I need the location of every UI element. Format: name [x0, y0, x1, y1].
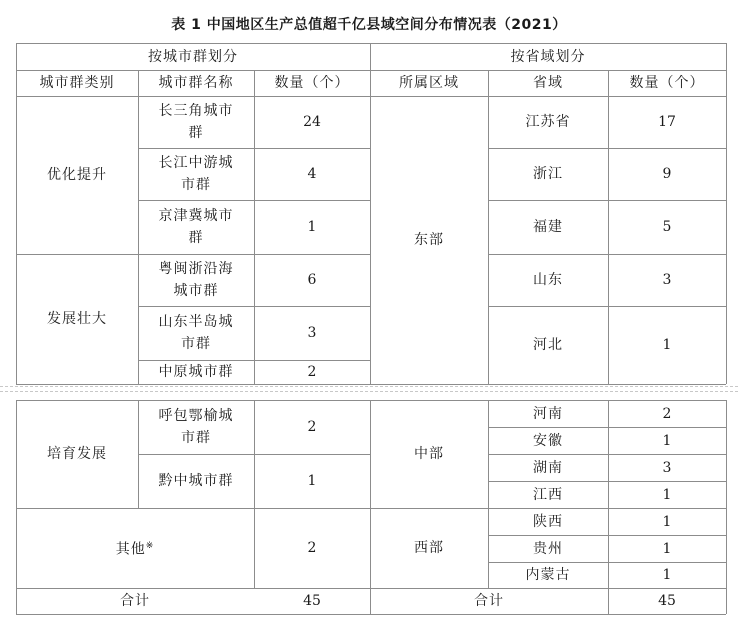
other-count: 2 [307, 540, 317, 556]
cluster-count: 4 [307, 166, 317, 182]
header-count-left: 数量（个） [274, 75, 350, 91]
cluster-name: 京津冀城市 群 [158, 208, 234, 246]
cluster-name: 长江中游城 市群 [158, 155, 234, 193]
total-value-left: 45 [303, 593, 321, 609]
cluster-name: 呼包鄂榆城 市群 [158, 408, 234, 446]
province-name: 江西 [533, 486, 563, 503]
cluster-count: 2 [307, 364, 317, 380]
province-count: 1 [662, 540, 672, 557]
province-name: 山东 [533, 272, 563, 288]
province-name: 江苏省 [525, 114, 571, 130]
header-region: 所属区域 [399, 75, 459, 91]
province-name: 福建 [533, 219, 563, 235]
cluster-name: 黔中城市群 [158, 473, 234, 489]
total-label-left: 合计 [120, 593, 150, 609]
region-central: 中部 [414, 446, 444, 462]
page-break [0, 391, 738, 392]
category-other: 其他※ [115, 541, 155, 558]
header-group-province: 按省域划分 [510, 48, 586, 65]
header-count-right: 数量（个） [629, 75, 705, 91]
cluster-count: 2 [307, 419, 317, 435]
province-count: 1 [662, 486, 672, 503]
province-count: 2 [662, 405, 672, 422]
cluster-count: 6 [307, 272, 317, 288]
footnote-mark: ※ [145, 541, 155, 552]
province-name: 贵州 [533, 540, 563, 557]
province-name: 陕西 [533, 513, 563, 530]
cluster-count: 3 [307, 325, 317, 341]
cluster-name: 山东半岛城 市群 [158, 314, 234, 352]
category-cultivate: 培育发展 [47, 446, 107, 462]
province-count: 17 [658, 114, 676, 130]
header-category: 城市群类别 [39, 75, 115, 91]
province-count: 9 [662, 166, 672, 182]
cluster-count: 24 [303, 114, 321, 130]
province-name: 河北 [533, 337, 563, 353]
rule [16, 384, 726, 385]
rule [726, 43, 727, 384]
category-optimize: 优化提升 [47, 167, 107, 183]
province-name: 安徽 [533, 432, 563, 449]
province-count: 1 [662, 567, 672, 583]
rule [16, 614, 726, 615]
province-count: 1 [662, 337, 672, 353]
header-group-cluster: 按城市群划分 [148, 48, 238, 65]
province-name: 浙江 [533, 166, 563, 182]
total-value-right: 45 [658, 593, 676, 609]
cluster-name: 长三角城市 群 [158, 103, 234, 141]
province-name: 湖南 [533, 459, 563, 476]
header-cluster-name: 城市群名称 [158, 75, 234, 91]
table-title: 表 1 中国地区生产总值超千亿县域空间分布情况表（2021） [171, 17, 567, 33]
province-count: 3 [662, 459, 672, 476]
page-break [0, 386, 738, 387]
header-province: 省域 [533, 75, 563, 91]
rule [726, 400, 727, 614]
region-west: 西部 [414, 540, 444, 556]
cluster-name: 中原城市群 [158, 364, 234, 380]
province-name: 河南 [533, 405, 563, 422]
region-east: 东部 [414, 232, 444, 248]
cluster-count: 1 [307, 473, 317, 489]
province-count: 1 [662, 513, 672, 530]
total-label-right: 合计 [474, 593, 504, 609]
province-name: 内蒙古 [525, 567, 571, 583]
province-count: 3 [662, 272, 672, 288]
category-develop: 发展壮大 [47, 311, 107, 327]
province-count: 5 [662, 219, 672, 235]
cluster-name: 粤闽浙沿海 城市群 [158, 261, 234, 299]
province-count: 1 [662, 432, 672, 449]
cluster-count: 1 [307, 219, 317, 235]
